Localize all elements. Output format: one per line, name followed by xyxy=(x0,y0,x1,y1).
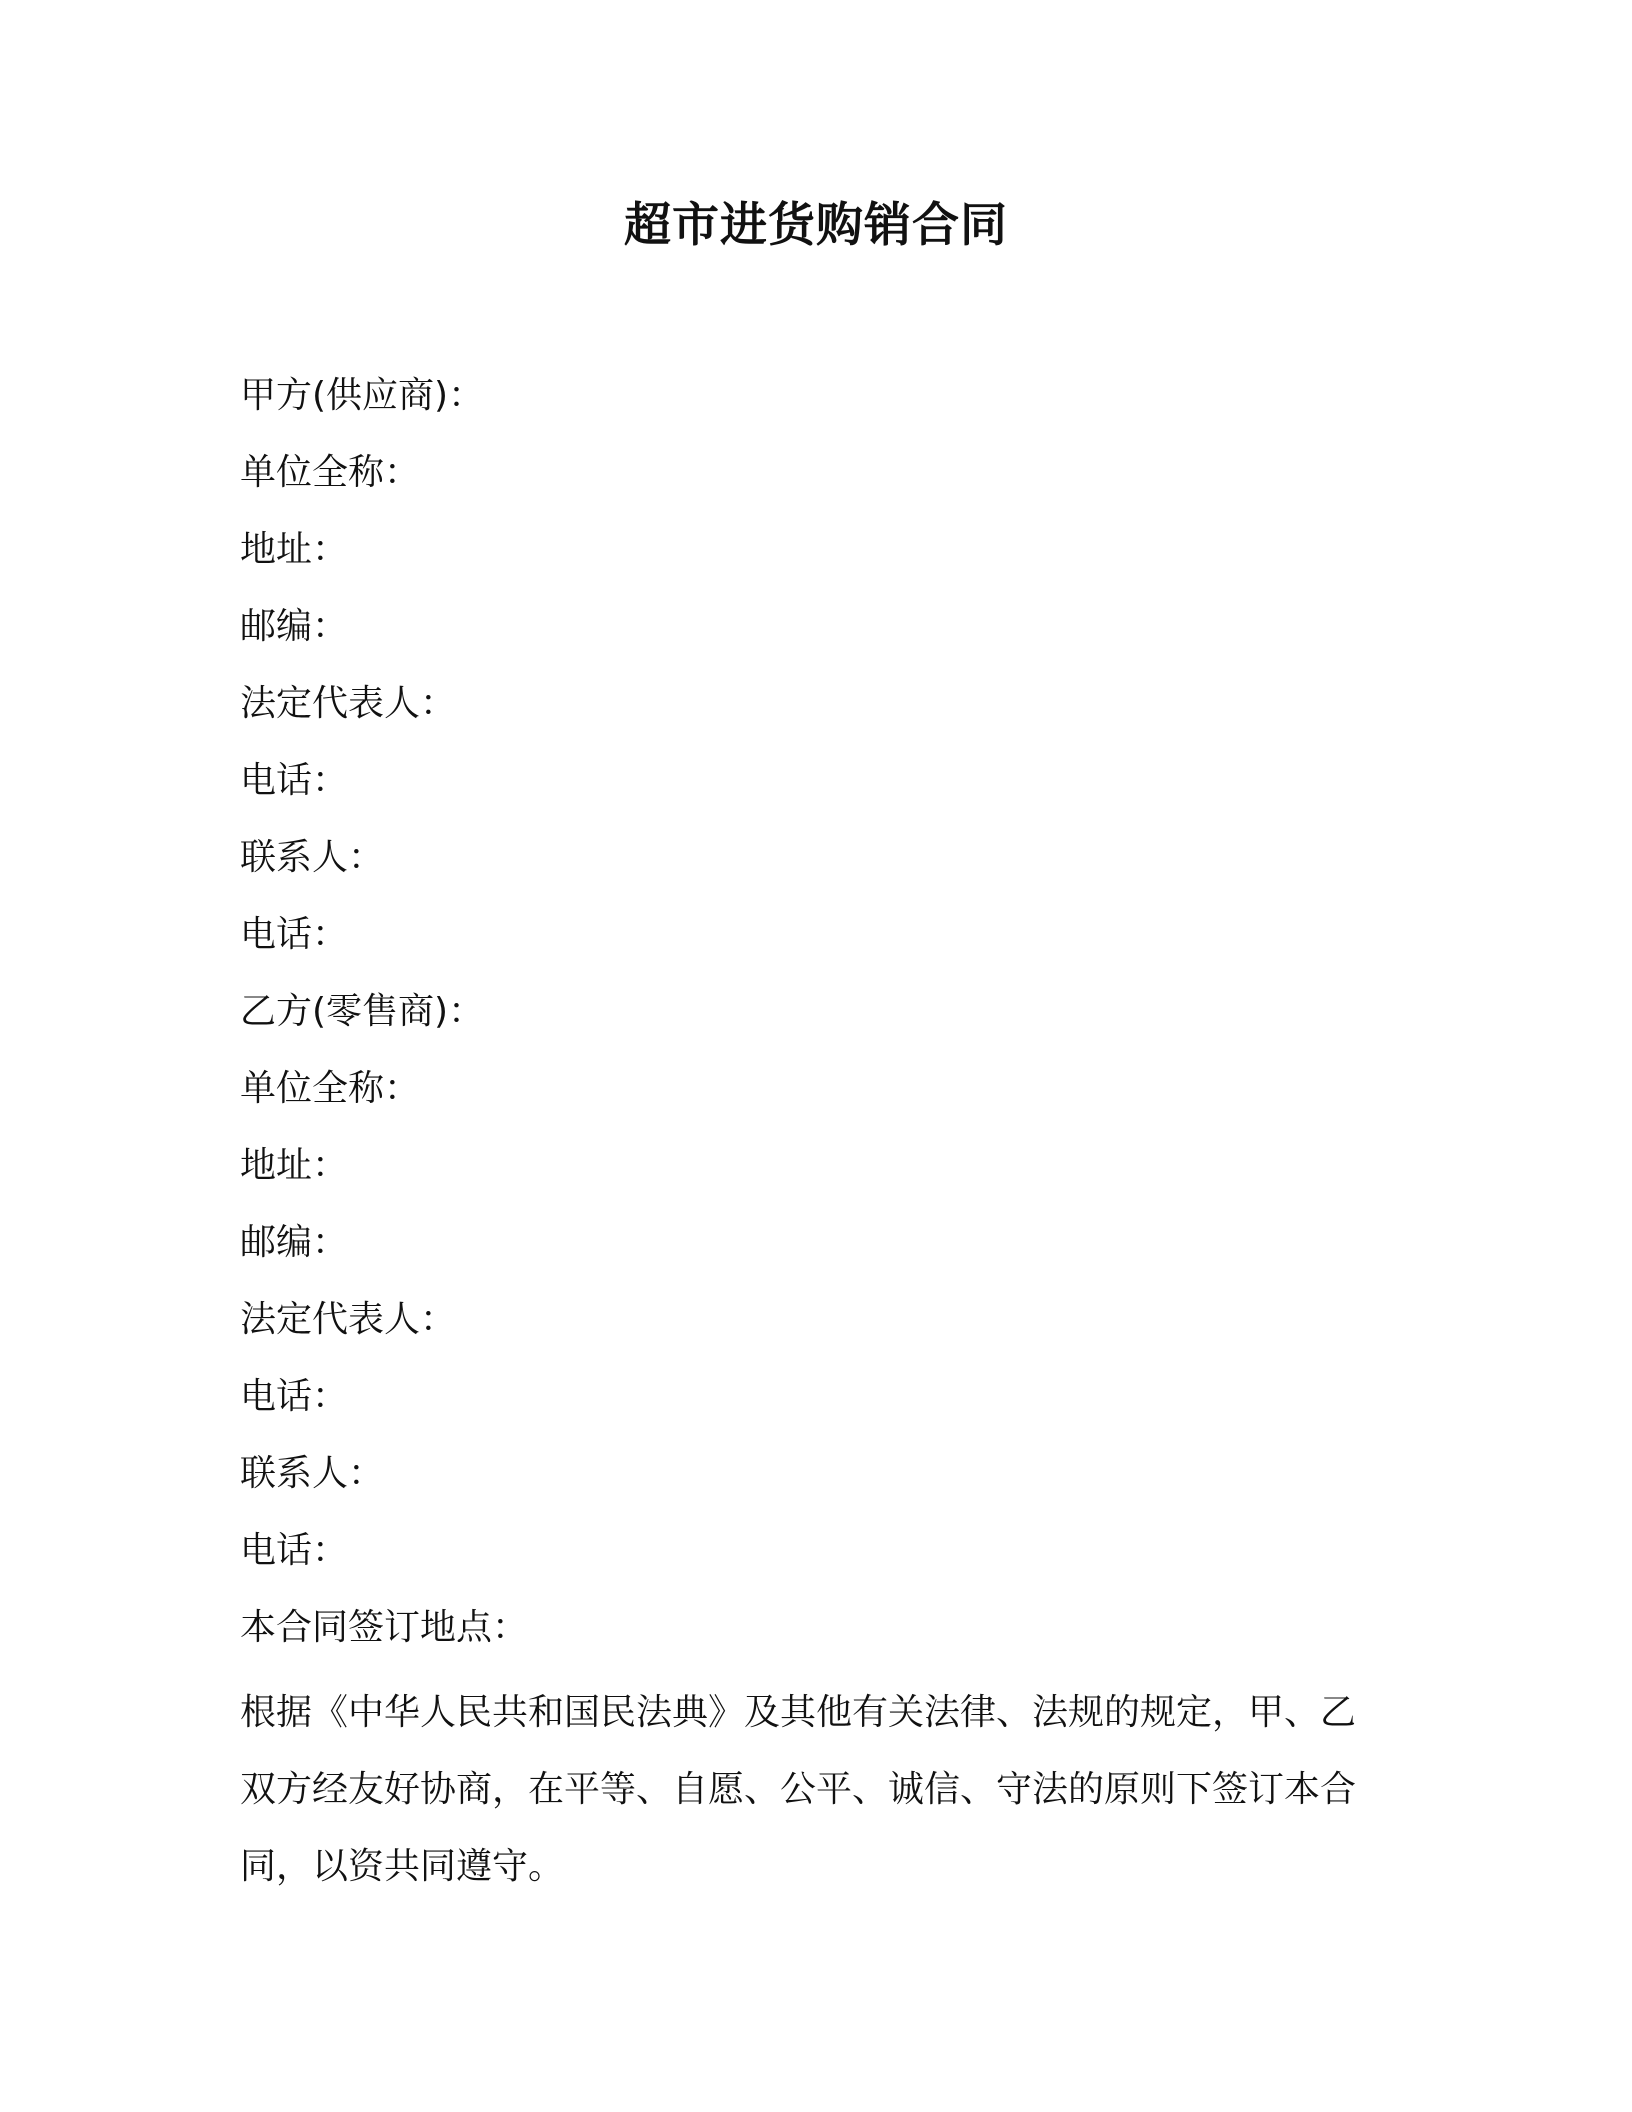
field-party-b: 乙方(零售商)： xyxy=(240,991,485,1032)
field-party-b-contact-phone: 电话： xyxy=(240,1530,349,1571)
party-info-list xyxy=(240,366,1400,1675)
field-party-a-postcode: 邮编： xyxy=(240,606,349,647)
field-party-b-company-name: 单位全称： xyxy=(240,1068,421,1109)
field-party-b-postcode: 邮编： xyxy=(240,1222,349,1263)
field-party-b-address: 地址： xyxy=(240,1145,349,1186)
field-party-a: 甲方(供应商)： xyxy=(240,375,485,416)
field-party-b-legal-rep: 法定代表人： xyxy=(240,1299,457,1340)
field-party-a-legal-rep: 法定代表人： xyxy=(240,683,457,724)
field-party-a-company-name: 单位全称： xyxy=(240,452,421,493)
field-signing-place: 本合同签订地点： xyxy=(240,1607,529,1648)
field-party-a-contact-phone: 电话： xyxy=(240,914,349,955)
field-party-a-contact: 联系人： xyxy=(240,837,385,878)
field-party-b-contact: 联系人： xyxy=(240,1453,385,1494)
contract-preamble: 根据《中华人民共和国民法典》及其他有关法律、法规的规定，甲、乙双方经友好协商，在平等、自愿、公平、诚信、守法的原则下签订本合同，以资共同遵守。 xyxy=(240,1692,1357,1887)
field-party-a-address: 地址： xyxy=(240,529,349,570)
field-party-a-phone: 电话： xyxy=(240,760,349,801)
field-party-b-phone: 电话： xyxy=(240,1376,349,1417)
document-title: 超市进货购销合同 xyxy=(624,198,1008,253)
